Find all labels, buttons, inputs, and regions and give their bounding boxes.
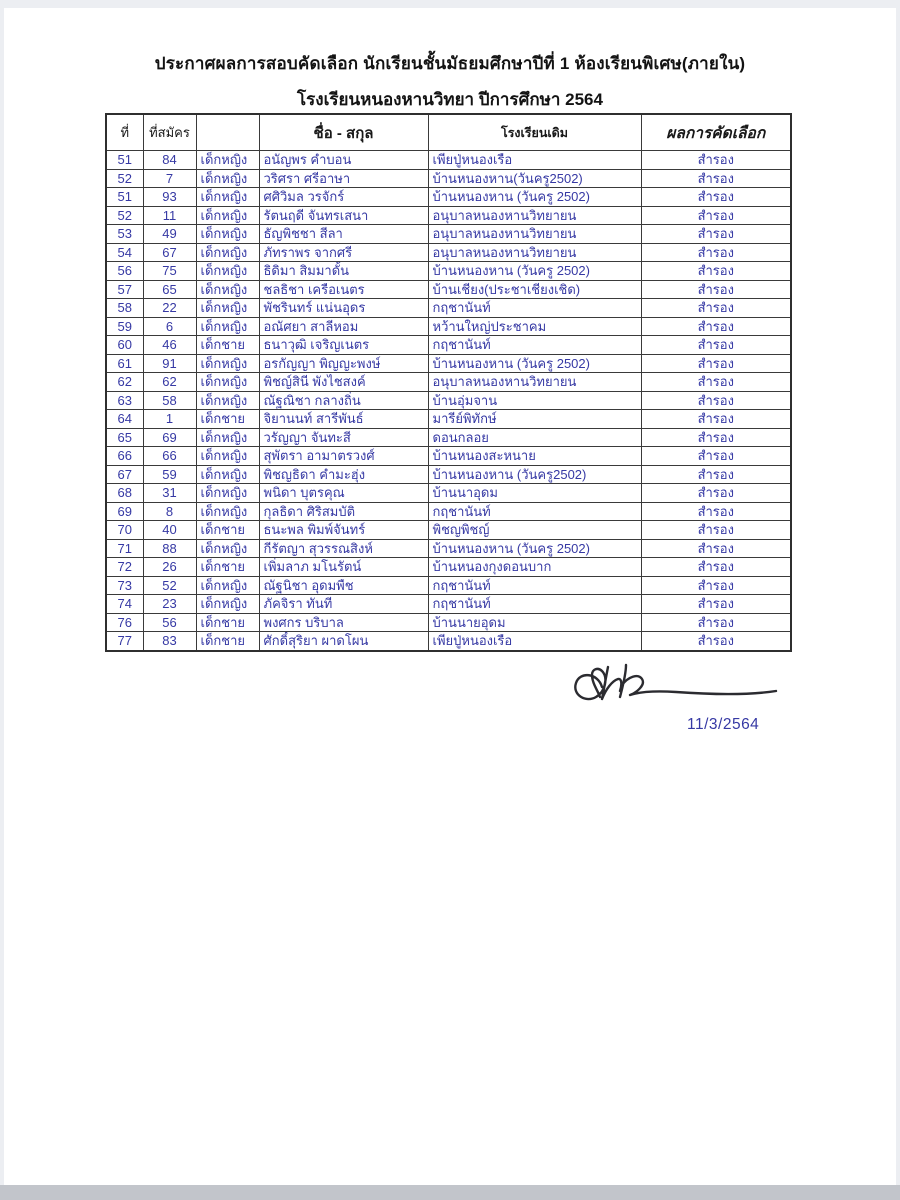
cell-result: สำรอง [641,225,791,244]
table-row [106,539,791,558]
cell-former-school: บ้านหนองหาน (วันครู 2502) [428,539,641,558]
cell-applicant-no: 62 [143,373,196,392]
document-date: 11/3/2564 [687,716,760,733]
cell-result: สำรอง [641,558,791,577]
cell-applicant-no: 88 [143,539,196,558]
cell-former-school: พิชญพิชญ์ [428,521,641,540]
cell-name: ธัญพิชชา สีลา [259,225,428,244]
cell-name: ศักดิ์สุริยา ผาดโผน [259,632,428,651]
cell-applicant-no: 23 [143,595,196,614]
cell-gender: เด็กหญิง [196,262,259,281]
cell-former-school: บ้านหนองสะหนาย [428,447,641,466]
cell-result: สำรอง [641,391,791,410]
cell-no: 71 [106,539,143,558]
cell-result: สำรอง [641,299,791,318]
cell-name: พัชรินทร์ แน่นอุดร [259,299,428,318]
cell-name: ธิดิมา สิมมาดั้น [259,262,428,281]
cell-result: สำรอง [641,539,791,558]
cell-former-school: อนุบาลหนองหานวิทยายน [428,373,641,392]
cell-applicant-no: 52 [143,576,196,595]
cell-gender: เด็กชาย [196,632,259,651]
cell-former-school: บ้านหนองหาน (วันครู 2502) [428,188,641,207]
cell-name: อนัญพร คำบอน [259,151,428,170]
cell-former-school: มารีย์พิทักษ์ [428,410,641,429]
header-gender [196,114,259,151]
cell-no: 58 [106,299,143,318]
cell-name: กุลธิดา ศิริสมบัติ [259,502,428,521]
cell-applicant-no: 49 [143,225,196,244]
cell-name: ณัฐณิชา กลางถิ่น [259,391,428,410]
cell-no: 51 [106,151,143,170]
cell-no: 76 [106,613,143,632]
cell-no: 56 [106,262,143,281]
cell-former-school: หว้านใหญ่ประชาคม [428,317,641,336]
cell-former-school: อนุบาลหนองหานวิทยายน [428,243,641,262]
cell-result: สำรอง [641,410,791,429]
cell-name: ณัฐนิชา อุดมพืช [259,576,428,595]
table-row [106,299,791,318]
cell-gender: เด็กหญิง [196,391,259,410]
cell-no: 68 [106,484,143,503]
cell-gender: เด็กหญิง [196,576,259,595]
cell-applicant-no: 26 [143,558,196,577]
cell-no: 66 [106,447,143,466]
cell-result: สำรอง [641,632,791,651]
cell-applicant-no: 91 [143,354,196,373]
table-row [106,632,791,651]
cell-former-school: บ้านหนองหาน (วันครู 2502) [428,354,641,373]
cell-result: สำรอง [641,465,791,484]
cell-former-school: กฤชานันท์ [428,502,641,521]
cell-former-school: กฤชานันท์ [428,336,641,355]
table-row [106,151,791,170]
cell-no: 72 [106,558,143,577]
cell-gender: เด็กหญิง [196,188,259,207]
cell-no: 65 [106,428,143,447]
cell-name: ภัคจิรา ทันที [259,595,428,614]
table-row [106,613,791,632]
cell-no: 53 [106,225,143,244]
table-row [106,280,791,299]
cell-result: สำรอง [641,576,791,595]
cell-gender: เด็กหญิง [196,484,259,503]
cell-no: 77 [106,632,143,651]
cell-gender: เด็กชาย [196,558,259,577]
cell-name: สุพัตรา อามาตรวงศ์ [259,447,428,466]
cell-name: พงศกร บริบาล [259,613,428,632]
cell-no: 61 [106,354,143,373]
table-header-row [106,114,791,151]
table-row [106,169,791,188]
cell-gender: เด็กหญิง [196,465,259,484]
cell-no: 52 [106,169,143,188]
cell-applicant-no: 69 [143,428,196,447]
cell-no: 63 [106,391,143,410]
cell-result: สำรอง [641,151,791,170]
cell-gender: เด็กหญิง [196,447,259,466]
header-applicant-no: ที่สมัคร [143,114,196,151]
cell-result: สำรอง [641,336,791,355]
table-row [106,225,791,244]
cell-applicant-no: 6 [143,317,196,336]
cell-result: สำรอง [641,428,791,447]
cell-no: 70 [106,521,143,540]
cell-name: กีรัตญา สุวรรณสิงห์ [259,539,428,558]
screenshot-bottom-band [0,1185,900,1200]
cell-gender: เด็กหญิง [196,280,259,299]
cell-result: สำรอง [641,169,791,188]
cell-gender: เด็กหญิง [196,502,259,521]
cell-name: พนิดา บุตรคุณ [259,484,428,503]
table-row [106,484,791,503]
table-row [106,410,791,429]
cell-no: 54 [106,243,143,262]
cell-applicant-no: 84 [143,151,196,170]
cell-result: สำรอง [641,317,791,336]
cell-result: สำรอง [641,373,791,392]
cell-applicant-no: 65 [143,280,196,299]
cell-applicant-no: 93 [143,188,196,207]
header-former-school: โรงเรียนเดิม [428,114,641,151]
cell-name: ศศิวิมล วรจักร์ [259,188,428,207]
cell-former-school: บ้านนาอุดม [428,484,641,503]
cell-gender: เด็กหญิง [196,299,259,318]
cell-name: จิยานนท์ สารีพันธ์ [259,410,428,429]
cell-result: สำรอง [641,354,791,373]
table-row [106,243,791,262]
cell-applicant-no: 22 [143,299,196,318]
cell-result: สำรอง [641,206,791,225]
cell-name: วริศรา ศรีอาษา [259,169,428,188]
cell-applicant-no: 66 [143,447,196,466]
cell-result: สำรอง [641,262,791,281]
table-row [106,576,791,595]
cell-result: สำรอง [641,447,791,466]
cell-applicant-no: 40 [143,521,196,540]
cell-gender: เด็กหญิง [196,354,259,373]
table-row [106,595,791,614]
cell-no: 57 [106,280,143,299]
cell-gender: เด็กชาย [196,613,259,632]
table-row [106,391,791,410]
table-row [106,336,791,355]
cell-former-school: อนุบาลหนองหานวิทยายน [428,206,641,225]
cell-gender: เด็กหญิง [196,317,259,336]
cell-applicant-no: 83 [143,632,196,651]
cell-no: 73 [106,576,143,595]
cell-applicant-no: 46 [143,336,196,355]
page-title: ประกาศผลการสอบคัดเลือก นักเรียนชั้นมัธยมศึกษาปีที่ 1 ห้องเรียนพิเศษ(ภายใน) [154,54,746,73]
cell-applicant-no: 1 [143,410,196,429]
cell-name: พิชญธิดา คำมะฮุ่ง [259,465,428,484]
cell-former-school: กฤชานันท์ [428,595,641,614]
results-table [105,113,792,652]
cell-result: สำรอง [641,243,791,262]
table-row [106,206,791,225]
cell-applicant-no: 56 [143,613,196,632]
cell-name: วรัญญา จันทะสี [259,428,428,447]
cell-no: 74 [106,595,143,614]
cell-result: สำรอง [641,188,791,207]
table-row [106,373,791,392]
cell-applicant-no: 75 [143,262,196,281]
table-row [106,354,791,373]
cell-former-school: กฤชานันท์ [428,299,641,318]
cell-result: สำรอง [641,521,791,540]
table-row [106,558,791,577]
cell-former-school: อนุบาลหนองหานวิทยายน [428,225,641,244]
cell-name: ภัทราพร จากศรี [259,243,428,262]
cell-former-school: บ้านหนองหาน (วันครู 2502) [428,262,641,281]
cell-former-school: บ้านหนองหาน(วันครู2502) [428,169,641,188]
cell-name: ธนาวุฒิ เจริญเนตร [259,336,428,355]
page-subtitle: โรงเรียนหนองหานวิทยา ปีการศึกษา 2564 [297,90,603,109]
cell-gender: เด็กหญิง [196,595,259,614]
cell-applicant-no: 8 [143,502,196,521]
cell-applicant-no: 7 [143,169,196,188]
cell-former-school: ดอนกลอย [428,428,641,447]
cell-gender: เด็กหญิง [196,206,259,225]
cell-no: 51 [106,188,143,207]
table-row [106,465,791,484]
cell-name: อรกัญญา พิญญะพงษ์ [259,354,428,373]
cell-former-school: กฤชานันท์ [428,576,641,595]
cell-former-school: บ้านหนองหาน (วันครู2502) [428,465,641,484]
cell-former-school: บ้านเชียง(ประชาเชียงเชิด) [428,280,641,299]
cell-former-school: บ้านนายอุดม [428,613,641,632]
table-body [106,151,791,651]
document-page [4,8,896,1185]
table-row [106,428,791,447]
cell-gender: เด็กหญิง [196,428,259,447]
cell-no: 64 [106,410,143,429]
cell-gender: เด็กชาย [196,410,259,429]
cell-name: ชลธิชา เครือเนตร [259,280,428,299]
cell-no: 52 [106,206,143,225]
cell-gender: เด็กหญิง [196,169,259,188]
cell-name: ธนะพล พิมพ์จันทร์ [259,521,428,540]
table-row [106,188,791,207]
signature-image [564,653,804,713]
cell-gender: เด็กชาย [196,336,259,355]
cell-former-school: บ้านอุ่มจาน [428,391,641,410]
cell-no: 62 [106,373,143,392]
cell-gender: เด็กหญิง [196,539,259,558]
header-result: ผลการคัดเลือก [641,114,791,151]
cell-result: สำรอง [641,595,791,614]
cell-former-school: เพียปู่หนองเรือ [428,632,641,651]
cell-no: 59 [106,317,143,336]
cell-applicant-no: 67 [143,243,196,262]
cell-applicant-no: 59 [143,465,196,484]
table-row [106,521,791,540]
cell-name: รัตนฤดี จันทรเสนา [259,206,428,225]
cell-name: พิชญ์สินี พังไชสงค์ [259,373,428,392]
cell-result: สำรอง [641,613,791,632]
cell-name: เพิ่มลาภ มโนรัตน์ [259,558,428,577]
cell-applicant-no: 58 [143,391,196,410]
cell-gender: เด็กชาย [196,521,259,540]
cell-name: อณัศยา สาลีหอม [259,317,428,336]
cell-gender: เด็กหญิง [196,151,259,170]
table-row [106,447,791,466]
cell-applicant-no: 31 [143,484,196,503]
cell-no: 67 [106,465,143,484]
cell-gender: เด็กหญิง [196,243,259,262]
header-no: ที่ [106,114,143,151]
cell-former-school: บ้านหนองกุงดอนบาก [428,558,641,577]
cell-former-school: เพียปู่หนองเรือ [428,151,641,170]
cell-gender: เด็กหญิง [196,225,259,244]
cell-result: สำรอง [641,484,791,503]
table-row [106,262,791,281]
cell-no: 60 [106,336,143,355]
cell-gender: เด็กหญิง [196,373,259,392]
cell-result: สำรอง [641,280,791,299]
header-name: ชื่อ - สกุล [259,114,428,151]
cell-result: สำรอง [641,502,791,521]
cell-applicant-no: 11 [143,206,196,225]
table-row [106,502,791,521]
table-row [106,317,791,336]
cell-no: 69 [106,502,143,521]
